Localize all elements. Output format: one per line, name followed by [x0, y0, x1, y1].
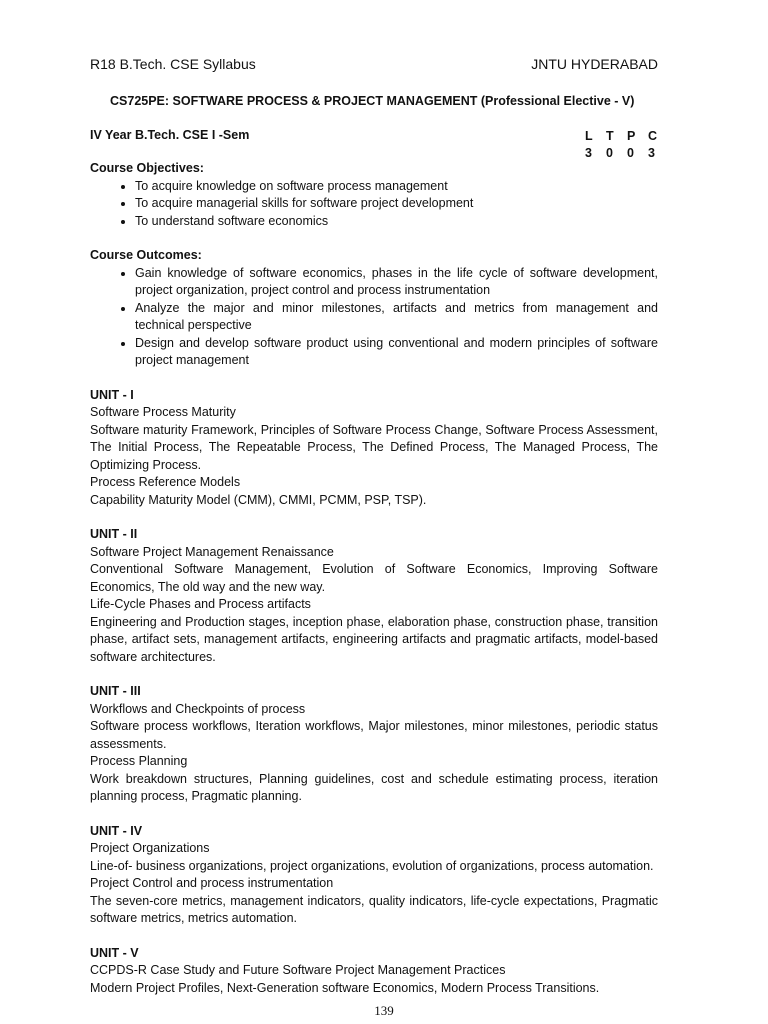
ltpc-value: 3: [648, 146, 655, 160]
header-left: R18 B.Tech. CSE Syllabus: [90, 56, 256, 72]
year-semester: IV Year B.Tech. CSE I -Sem: [90, 128, 250, 142]
unit-topic: Software Process Maturity: [90, 405, 236, 419]
ltpc-table: [585, 128, 669, 162]
syllabus-body: [90, 160, 658, 997]
outcomes-list: [90, 265, 658, 370]
outcomes-heading: Course Outcomes:: [90, 248, 202, 262]
unit-topic: Project Organizations: [90, 841, 210, 855]
unit-topic: Workflows and Checkpoints of process: [90, 701, 306, 716]
objectives-heading: Course Objectives:: [90, 161, 204, 175]
ltpc-label: T: [606, 129, 614, 143]
ltpc-label: C: [648, 129, 658, 143]
unit-topic: CCPDS-R Case Study and Future Software Project Management Practices: [90, 963, 506, 977]
unit-content: Conventional Software Management, Evolution of Software Economics, Improving Software Economics, The old way and the new way.: [90, 562, 658, 594]
unit-content: Capability Maturity Model (CMM), CMMI, PCMM, PSP, TSP).: [90, 492, 427, 507]
unit-content: Software process workflows, Iteration workflows, Major milestones, minor milestones, periodic status assessments.: [90, 719, 658, 751]
unit-content: Engineering and Production stages, inception phase, elaboration phase, construction phase, transition phase, artifact sets, management artifacts, engineering artifacts and pragmatic artifacts, model-based software architectures.: [90, 614, 658, 664]
course-title: CS725PE: SOFTWARE PROCESS & PROJECT MANAGEMENT (Professional Elective - V): [110, 94, 635, 108]
ltpc-label: L: [585, 129, 593, 143]
unit-content: The seven-core metrics, management indicators, quality indicators, life-cycle expectations, Pragmatic software metrics, metrics automation.: [90, 893, 658, 925]
outcome-item: • Design and develop software product using conventional and modern principles of software project management: [135, 335, 658, 370]
objective-item: • To understand software economics: [135, 213, 658, 231]
unit-content: Line-of- business organizations, project organizations, evolution of organizations, process automation.: [90, 858, 654, 873]
unit-topic: Life-Cycle Phases and Process artifacts: [90, 597, 311, 611]
unit-title: UNIT - III: [90, 684, 141, 698]
unit-topic: Process Planning: [90, 754, 188, 768]
ltpc-value: 0: [606, 146, 613, 160]
ltpc-label: P: [627, 129, 636, 143]
header-right: JNTU HYDERABAD: [531, 56, 658, 72]
outcome-item: • Gain knowledge of software economics, phases in the life cycle of software development, project organization, project control and process instrumentation: [135, 265, 658, 300]
unit-title: UNIT - I: [90, 387, 134, 402]
unit-topic: Process Reference Models: [90, 475, 241, 489]
unit-title: UNIT - II: [90, 527, 138, 541]
objective-item: • To acquire knowledge on software process management: [135, 178, 658, 196]
outcome-item: • Analyze the major and minor milestones, artifacts and metrics from management and technical perspective: [135, 300, 658, 335]
page-number: 139: [374, 1003, 394, 1018]
unit-content: Software maturity Framework, Principles of Software Process Change, Software Process Assessment, The Initial Process, The Repeatable Process, The Defined Process, The Managed Process, The Optimizing Process.: [90, 422, 658, 472]
unit-title: UNIT - V: [90, 945, 139, 960]
objectives-list: [90, 178, 658, 231]
unit-topic: Software Project Management Renaissance: [90, 544, 334, 559]
unit-content: Work breakdown structures, Planning guidelines, cost and schedule estimating process, iteration planning process, Pragmatic planning.: [90, 771, 658, 803]
unit-title: UNIT - IV: [90, 823, 143, 838]
ltpc-value: 0: [627, 146, 634, 160]
ltpc-value: 3: [585, 146, 592, 160]
unit-content: Modern Project Profiles, Next-Generation software Economics, Modern Process Transitions.: [90, 980, 600, 995]
objective-item: • To acquire managerial skills for software project development: [135, 195, 658, 213]
ltpc-labels: [585, 128, 669, 145]
unit-topic: Project Control and process instrumentation: [90, 876, 334, 890]
